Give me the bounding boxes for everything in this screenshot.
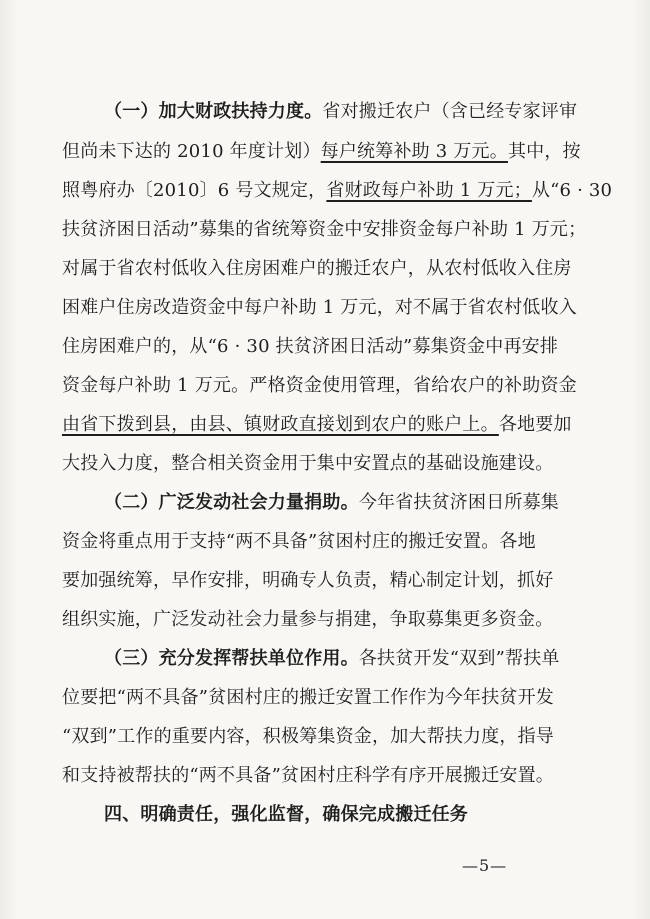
p3-heading: （三）充分发挥帮扶单位作用。 [104,648,359,669]
p1-line-6: 困难户住房改造资金中每户补助 1 万元，对不属于省农村低收入 [62,297,577,318]
p2-line-1 [104,492,559,514]
p2-heading: （二）广泛发动社会力量捐助。 [104,492,359,513]
p1-line-5: 对属于省农村低收入住房困难户的搬迁农户，从农村低收入住房 [62,258,572,279]
p1-line-3-end: 从“6 · 30 [531,180,613,201]
p1-line-7: 住房困难户的，从“6 · 30 扶贫济困日活动”募集资金中再安排 [62,336,559,357]
p3-line-1-text: 各扶贫开发“双到”帮扶单 [358,648,560,669]
p2-line-2: 资金将重点用于支持“两不具备”贫困村庄的搬迁安置。各地 [62,531,536,552]
p1-line-1 [104,101,577,123]
p1-heading: （一）加大财政扶持力度。 [104,101,323,122]
p3-line-2: 位要把“两不具备”贫困村庄的搬迁安置工作作为今年扶贫开发 [62,687,555,708]
p1-line-2-text: 但尚未下达的 2010 年度计划） [62,141,321,162]
p1-underlined-subsidy-3: 每户统筹补助 3 万元。 [320,141,508,162]
p1-line-8: 资金每户补助 1 万元。严格资金使用管理，省给农户的补助资金 [62,375,577,396]
p3-line-3: “双到”工作的重要内容，积极筹集资金，加大帮扶力度，指导 [62,726,555,747]
p1-line-2-end: 其中，按 [507,141,581,162]
p3-line-1 [104,648,560,670]
p1-underlined-subsidy-1: 省财政每户补助 1 万元； [326,180,532,201]
p1-line-10: 大投入力度，整合相关资金用于集中安置点的基础设施建设。 [62,453,554,474]
p1-line-1-text: 省对搬迁农户（含已经专家评审 [322,101,578,122]
section-4-title: 四、明确责任，强化监督，确保完成搬迁任务 [104,804,468,825]
p1-line-3-text: 照粤府办〔2010〕6 号文规定， [62,180,327,201]
p2-line-3: 要加强统筹，早作安排，明确专人负责，精心制定计划，抓好 [62,570,554,591]
p3-line-4: 和支持被帮扶的“两不具备”贫困村庄科学有序开展搬迁安置。 [62,765,555,786]
p1-line-2 [62,141,581,163]
page-number: —5— [462,856,508,875]
p1-line-9 [62,414,572,436]
p1-line-9-end: 各地要加 [498,414,572,435]
p2-line-4: 组织实施，广泛发动社会力量参与捐建，争取募集更多资金。 [62,609,554,630]
p1-line-3 [62,180,612,202]
p1-line-4: 扶贫济困日活动”募集的省统筹资金中安排资金每户补助 1 万元； [62,219,587,240]
p2-line-1-text: 今年省扶贫济困日所募集 [358,492,560,513]
p1-underlined-transfer: 由省下拨到县，由县、镇财政直接划到农户的账户上。 [62,414,499,435]
